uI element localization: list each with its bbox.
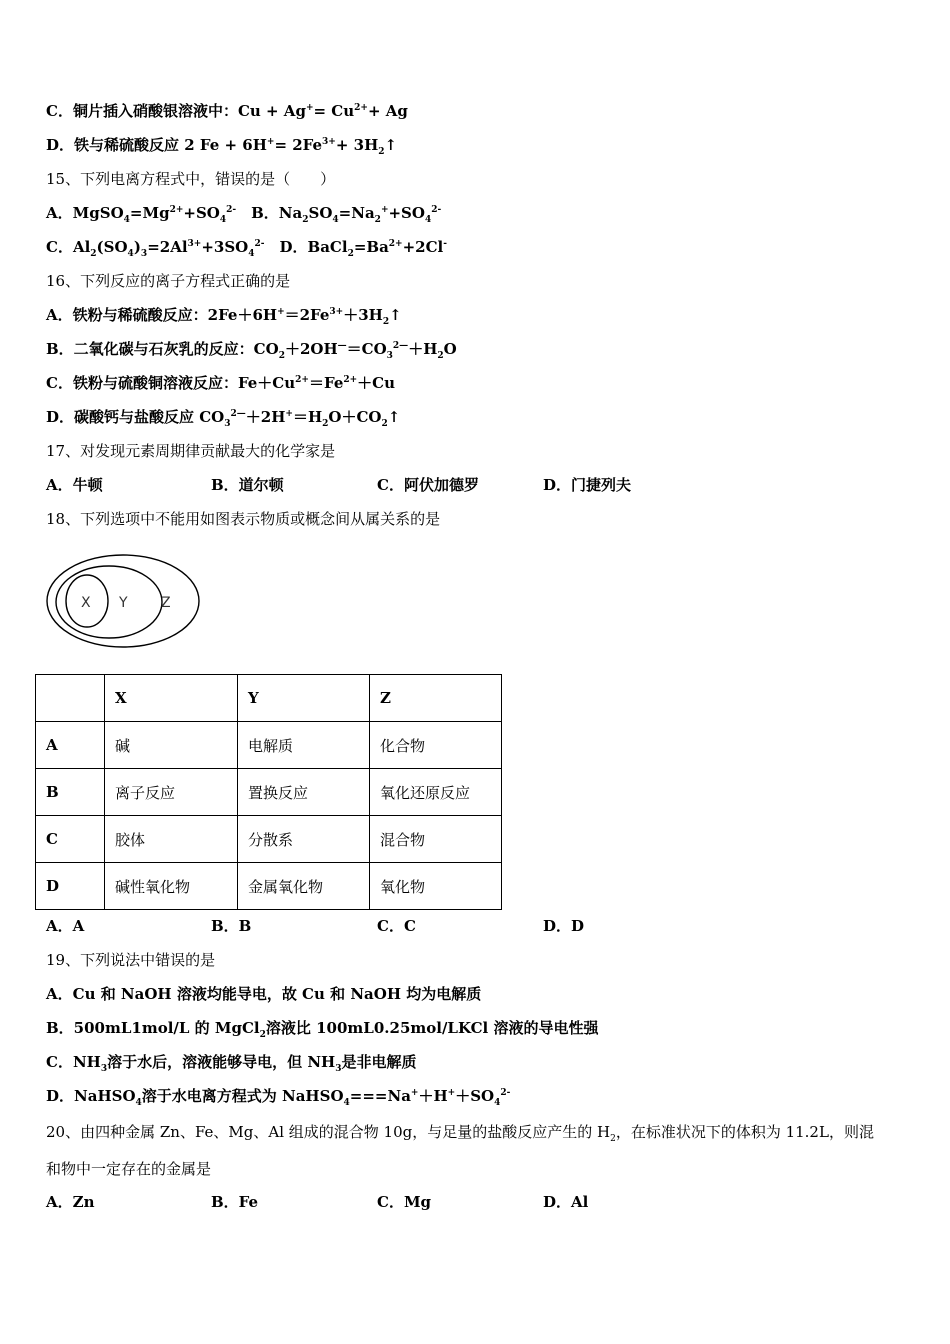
q16-option-a: A．铁粉与稀硫酸反应：$2Fe+6H^+=2Fe^{3+}+3H_2↑$ xyxy=(46,306,402,327)
q20-option-b: B．Fe xyxy=(211,1193,259,1211)
table-row xyxy=(36,863,502,910)
q16-option-b: B．二氧化碳与石灰乳的反应：$CO_2+2OH^—=CO_3^{2—}+H_2O$ xyxy=(46,340,457,361)
table-cell: 碱 xyxy=(105,722,238,769)
q15-stem: 15、下列电离方程式中，错误的是（ ） xyxy=(46,170,336,188)
table-cell: 氧化还原反应 xyxy=(370,769,502,816)
table-cell: 氧化物 xyxy=(370,863,502,910)
table-cell: 分散系 xyxy=(238,816,370,863)
venn-middle-y xyxy=(56,566,162,638)
venn-diagram xyxy=(44,550,204,654)
table-cell: 混合物 xyxy=(370,816,502,863)
q16-stem: 16、下列反应的离子方程式正确的是 xyxy=(46,272,291,290)
table-header-row xyxy=(36,675,502,722)
table-row xyxy=(36,722,502,769)
classification-table xyxy=(35,674,502,910)
q17-stem: 17、对发现元素周期律贡献最大的化学家是 xyxy=(46,442,336,460)
q18-option-a: A．A xyxy=(46,917,85,935)
q16-option-c: C．铁粉与硫酸铜溶液反应：$Fe+Cu^{2+}=Fe^{2+}+Cu$ xyxy=(46,374,396,392)
q19-option-d: D．NaHSO$_4$溶于水电离方程式为 $NaHSO_4===Na^++H^++SO_4^{2-}$ xyxy=(46,1087,511,1108)
table-cell: 金属氧化物 xyxy=(238,863,370,910)
q15-options-cd: C．$Al_2(SO_4)_3=2Al^{3+}+3SO_4^{2-}$ D．$BaCl_2=Ba^{2+}+2Cl^-$ xyxy=(46,238,448,259)
q19-option-c: C．$NH_3$溶于水后，溶液能够导电，但 $NH_3$是非电解质 xyxy=(46,1053,417,1074)
table-header-cell: X xyxy=(105,675,238,722)
table-row xyxy=(36,816,502,863)
q18-option-b: B．B xyxy=(211,917,252,935)
q20-option-c: C．Mg xyxy=(377,1193,432,1211)
table-cell: D xyxy=(36,863,105,910)
table-header-cell: Y xyxy=(238,675,370,722)
table-header-cell: Z xyxy=(370,675,502,722)
table-row xyxy=(36,769,502,816)
table-cell: 碱性氧化物 xyxy=(105,863,238,910)
table-cell: 离子反应 xyxy=(105,769,238,816)
q16-option-d: D．碳酸钙与盐酸反应 $CO_3^{2—}+2H^+=H_2O+CO_2↑$ xyxy=(46,408,401,429)
table-cell: 化合物 xyxy=(370,722,502,769)
q20-option-a: A．Zn xyxy=(46,1193,95,1211)
q18-option-d: D．D xyxy=(543,917,585,935)
table-cell: 电解质 xyxy=(238,722,370,769)
q20-stem-line1: 20、由四种金属 Zn、Fe、Mg、Al 组成的混合物 10g，与足量的盐酸反应产生的 $H_2$，在标准状况下的体积为 11.2L，则混 xyxy=(46,1123,874,1144)
table-cell: 胶体 xyxy=(105,816,238,863)
q18-stem: 18、下列选项中不能用如图表示物质或概念间从属关系的是 xyxy=(46,510,441,528)
q19-stem: 19、下列说法中错误的是 xyxy=(46,951,216,969)
q14-option-c: C．铜片插入硝酸银溶液中：$Cu + Ag^+= Cu^{2+}+ Ag$ xyxy=(46,102,408,120)
venn-label-x: X xyxy=(81,595,91,611)
table-cell: C xyxy=(36,816,105,863)
q19-option-b: B．500mL1mol/L 的 MgCl$_2$溶液比 100mL0.25mol/LKCl 溶液的导电性强 xyxy=(46,1019,599,1040)
q18-option-c: C．C xyxy=(377,917,416,935)
q20-option-d: D．Al xyxy=(543,1193,589,1211)
q17-option-d: D．门捷列夫 xyxy=(543,476,632,494)
table-header-cell xyxy=(36,675,105,722)
q17-option-c: C．阿伏加德罗 xyxy=(377,476,479,494)
q17-option-b: B．道尔顿 xyxy=(211,476,284,494)
q19-option-a: A．Cu 和 NaOH 溶液均能导电，故 Cu 和 NaOH 均为电解质 xyxy=(46,985,482,1003)
q14-option-d: D．铁与稀硫酸反应 2 $Fe + 6H^+= 2Fe^{3+}+$ $3H_2↑$ xyxy=(46,136,398,157)
table-cell: B xyxy=(36,769,105,816)
venn-label-y: Y xyxy=(119,595,128,611)
q20-stem-line2: 和物中一定存在的金属是 xyxy=(46,1160,212,1178)
venn-label-z: Z xyxy=(161,595,171,611)
table-cell: 置换反应 xyxy=(238,769,370,816)
q17-option-a: A．牛顿 xyxy=(46,476,103,494)
table-cell: A xyxy=(36,722,105,769)
q15-options-ab: A．$MgSO_4=Mg^{2+}+SO_4^{2-}$ B．$Na_2SO_4=Na_2^++SO_4^{2-}$ xyxy=(46,204,442,225)
